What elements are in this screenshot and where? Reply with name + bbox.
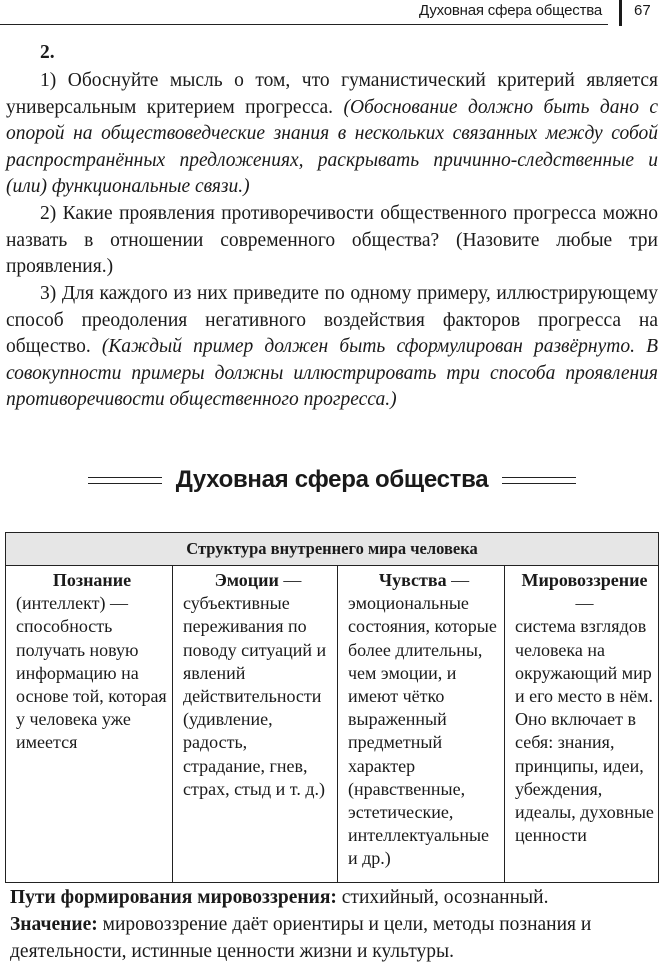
task-number: 2.	[40, 42, 55, 63]
question-3	[6, 281, 658, 414]
header-rule	[0, 24, 608, 25]
question-2-text: 2) Какие проявления противоречивости общественного прогресса можно назвать в отношении современного общества? (Назовите любые три проявления.)	[6, 203, 658, 277]
term-emotions: Эмоции	[214, 570, 279, 590]
desc-feelings: эмоциональные состояния, которые более длительны, чем эмоции, и имеют чётко выраженный предметный характер (нравственные, эстетические, интеллектуальные и др.)	[348, 593, 497, 869]
paths-label: Пути формирования мировоззрения:	[10, 887, 337, 908]
section-title: Духовная сфера общества	[175, 466, 489, 493]
desc-emotions: субъективные переживания по поводу ситуаций и явлений действительности (удивление, радость, страдание, гнев, страх, стыд и т. д.)	[183, 593, 327, 799]
question-1-text: 1) Обоснуйте мысль о том, что гуманистический критерий является универсальным критерием прогресса.	[6, 70, 658, 118]
term-worldview: Мировоззрение	[521, 570, 648, 590]
header-divider	[619, 0, 622, 26]
table-cell-cognition	[6, 566, 173, 883]
worldview-paths	[10, 885, 658, 912]
question-1-note: (Обоснование должно быть дано с опорой на обществоведческие знания в нескольких связанных между собой распространённых предложениях, раскрывать причинно-следственные и (или) функциональные связи.)	[6, 96, 658, 197]
term-emotions-dash: —	[278, 570, 302, 590]
table-cell-worldview	[505, 566, 659, 883]
section-heading	[0, 466, 664, 506]
term-feelings-dash: —	[446, 570, 470, 590]
question-3-text: 3) Для каждого из них приведите по одному примеру, иллюстрирующему способ преодоления негативного воздействия факторов прогресса на общество.	[6, 283, 658, 357]
question-1	[6, 68, 658, 201]
page-number: 67	[634, 2, 651, 19]
table-caption: Структура внутреннего мира человека	[6, 533, 659, 566]
heading-rule-right	[502, 477, 576, 484]
term-worldview-dash: —	[575, 593, 594, 614]
meaning-label: Значение:	[10, 914, 98, 935]
term-cognition: Познание	[52, 570, 132, 590]
term-feelings: Чувства	[378, 570, 447, 590]
question-2	[6, 201, 658, 281]
structure-table	[5, 532, 659, 883]
running-head	[0, 0, 664, 30]
worldview-meaning	[10, 912, 658, 965]
meaning-text: мировоззрение даёт ориентиры и цели, методы познания и деятельности, истинные ценности жизни и культуры.	[10, 914, 592, 962]
question-3-note: (Каждый пример должен быть сформулирован развёрнуто. В совокупности примеры должны иллюстрировать три способа проявления противоречивости общественного прогресса.)	[6, 336, 659, 410]
table-cell-feelings	[338, 566, 505, 883]
desc-worldview: система взглядов человека на окружающий мир и его место в нём. Оно включает в себя: знания, принципы, идеи, убеждения, идеалы, духовные ценности	[515, 616, 654, 846]
paths-text: стихийный, осознанный.	[336, 887, 549, 908]
running-head-title: Духовная сфера общества	[419, 2, 602, 19]
desc-cognition: (интеллект) — способность получать новую информацию на основе той, которая у человека уже имеется	[16, 593, 167, 753]
heading-rule-left	[88, 477, 162, 484]
table-cell-emotions	[173, 566, 338, 883]
